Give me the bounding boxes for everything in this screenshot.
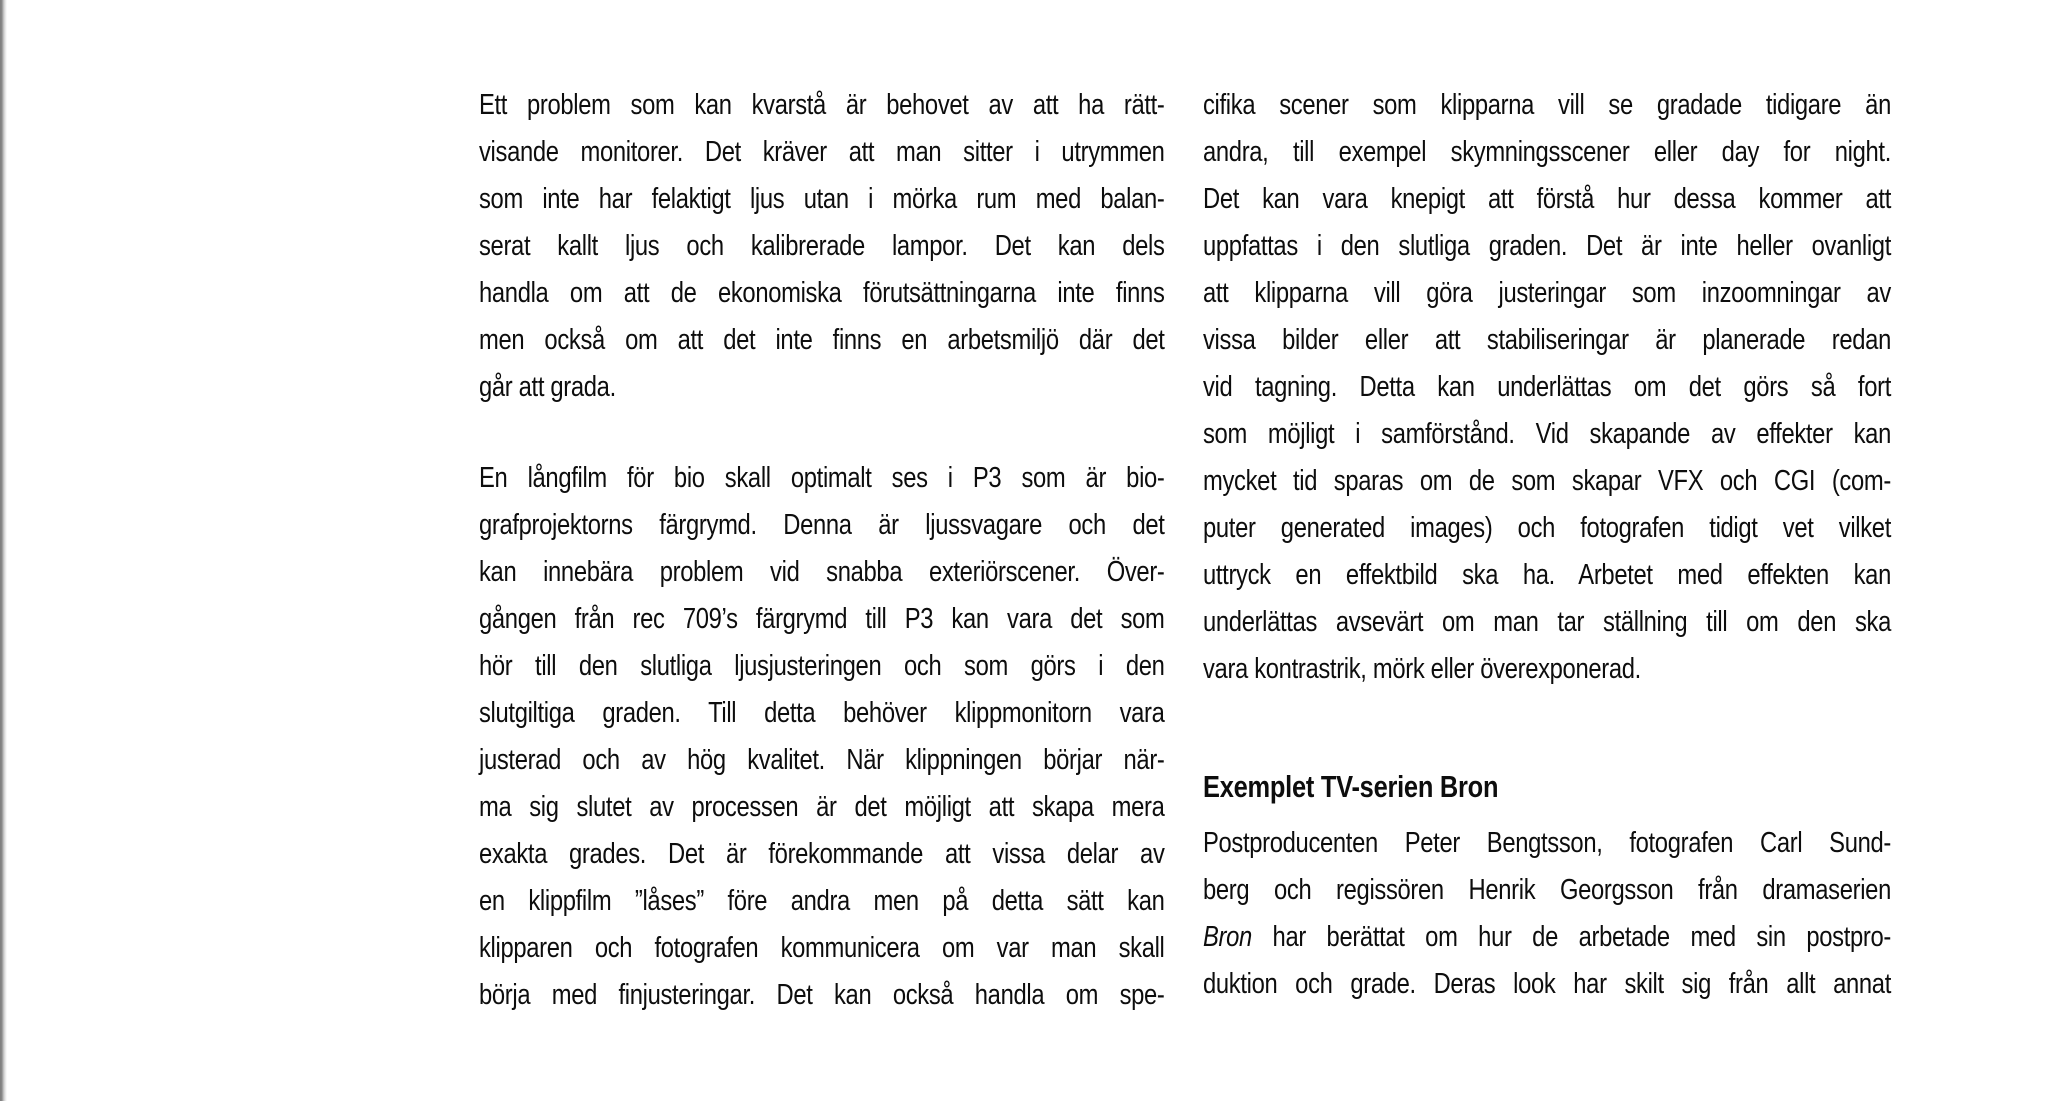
text-line: underlättas avsevärt om man tar ställning till om den ska bbox=[1203, 606, 1891, 638]
text-line: vara kontrastrik, mörk eller överexponerad. bbox=[1203, 653, 1641, 685]
text-line: klipparen och fotografen kommunicera om var man skall bbox=[479, 932, 1165, 964]
text-line: duktion och grade. Deras look har skilt sig från allt annat bbox=[1203, 968, 1891, 1000]
paragraph-monitors bbox=[479, 82, 1165, 411]
text-line: vid tagning. Detta kan underlättas om det görs så fort bbox=[1203, 371, 1891, 403]
left-text-column bbox=[479, 82, 1165, 1019]
section-heading: Exemplet TV-serien Bron bbox=[1203, 769, 1499, 804]
text-line: ma sig slutet av processen är det möjligt att skapa mera bbox=[479, 791, 1165, 823]
text-line: visande monitorer. Det kräver att man sitter i utrymmen bbox=[479, 136, 1165, 168]
text-line: En långfilm för bio skall optimalt ses i P3 som är bio- bbox=[479, 462, 1165, 494]
page-left-edge bbox=[0, 0, 7, 1101]
text-line: hör till den slutliga ljusjusteringen och som görs i den bbox=[479, 650, 1165, 682]
text-line: serat kallt ljus och kalibrerade lampor. Det kan dels bbox=[479, 230, 1165, 262]
text-line: mycket tid sparas om de som skapar VFX och CGI (com- bbox=[1203, 465, 1891, 497]
text-line bbox=[1203, 914, 1891, 961]
text-line: puter generated images) och fotografen tidigt vet vilket bbox=[1203, 512, 1891, 544]
paragraph-grading-continuation bbox=[1203, 82, 1891, 693]
text-line: men också om att det inte finns en arbetsmiljö där det bbox=[479, 324, 1165, 356]
text-line: går att grada. bbox=[479, 371, 616, 403]
text-line-rest: har berättat om hur de arbetade med sin postpro- bbox=[1251, 921, 1891, 953]
text-line: andra, till exempel skymningsscener eller day for night. bbox=[1203, 136, 1891, 168]
text-line: att klipparna vill göra justeringar som inzoomningar av bbox=[1203, 277, 1891, 309]
text-line: uttryck en effektbild ska ha. Arbetet med effekten kan bbox=[1203, 559, 1891, 591]
text-line: kan innebära problem vid snabba exteriörscener. Över- bbox=[479, 556, 1165, 588]
text-line: som möjligt i samförstånd. Vid skapande av effekter kan bbox=[1203, 418, 1891, 450]
text-line: slutgiltiga graden. Till detta behöver klippmonitorn vara bbox=[479, 697, 1165, 729]
text-line: justerad och av hög kvalitet. När klippningen börjar när- bbox=[479, 744, 1165, 776]
text-line: börja med finjusteringar. Det kan också handla om spe- bbox=[479, 979, 1165, 1011]
text-line: exakta grades. Det är förekommande att vissa delar av bbox=[479, 838, 1165, 870]
paragraph-bron-example bbox=[1203, 820, 1891, 1008]
paragraph-p3-colorspace bbox=[479, 455, 1165, 1019]
text-line: Det kan vara knepigt att förstå hur dessa kommer att bbox=[1203, 183, 1891, 215]
text-line: vissa bilder eller att stabiliseringar är planerade redan bbox=[1203, 324, 1891, 356]
series-title-italic: Bron bbox=[1203, 921, 1252, 953]
right-text-column bbox=[1203, 82, 1891, 1008]
text-line: Postproducenten Peter Bengtsson, fotografen Carl Sund- bbox=[1203, 827, 1891, 859]
text-line: som inte har felaktigt ljus utan i mörka rum med balan- bbox=[479, 183, 1165, 215]
text-line: uppfattas i den slutliga graden. Det är inte heller ovanligt bbox=[1203, 230, 1891, 262]
text-line: berg och regissören Henrik Georgsson från dramaserien bbox=[1203, 874, 1891, 906]
text-line: handla om att de ekonomiska förutsättningarna inte finns bbox=[479, 277, 1165, 309]
text-line: en klippfilm ”låses” före andra men på detta sätt kan bbox=[479, 885, 1165, 917]
text-line: Ett problem som kan kvarstå är behovet av att ha rätt- bbox=[479, 89, 1165, 121]
text-line: gången från rec 709’s färgrymd till P3 kan vara det som bbox=[479, 603, 1165, 635]
text-line: grafprojektorns färgrymd. Denna är ljussvagare och det bbox=[479, 509, 1165, 541]
text-line: cifika scener som klipparna vill se gradade tidigare än bbox=[1203, 89, 1891, 121]
